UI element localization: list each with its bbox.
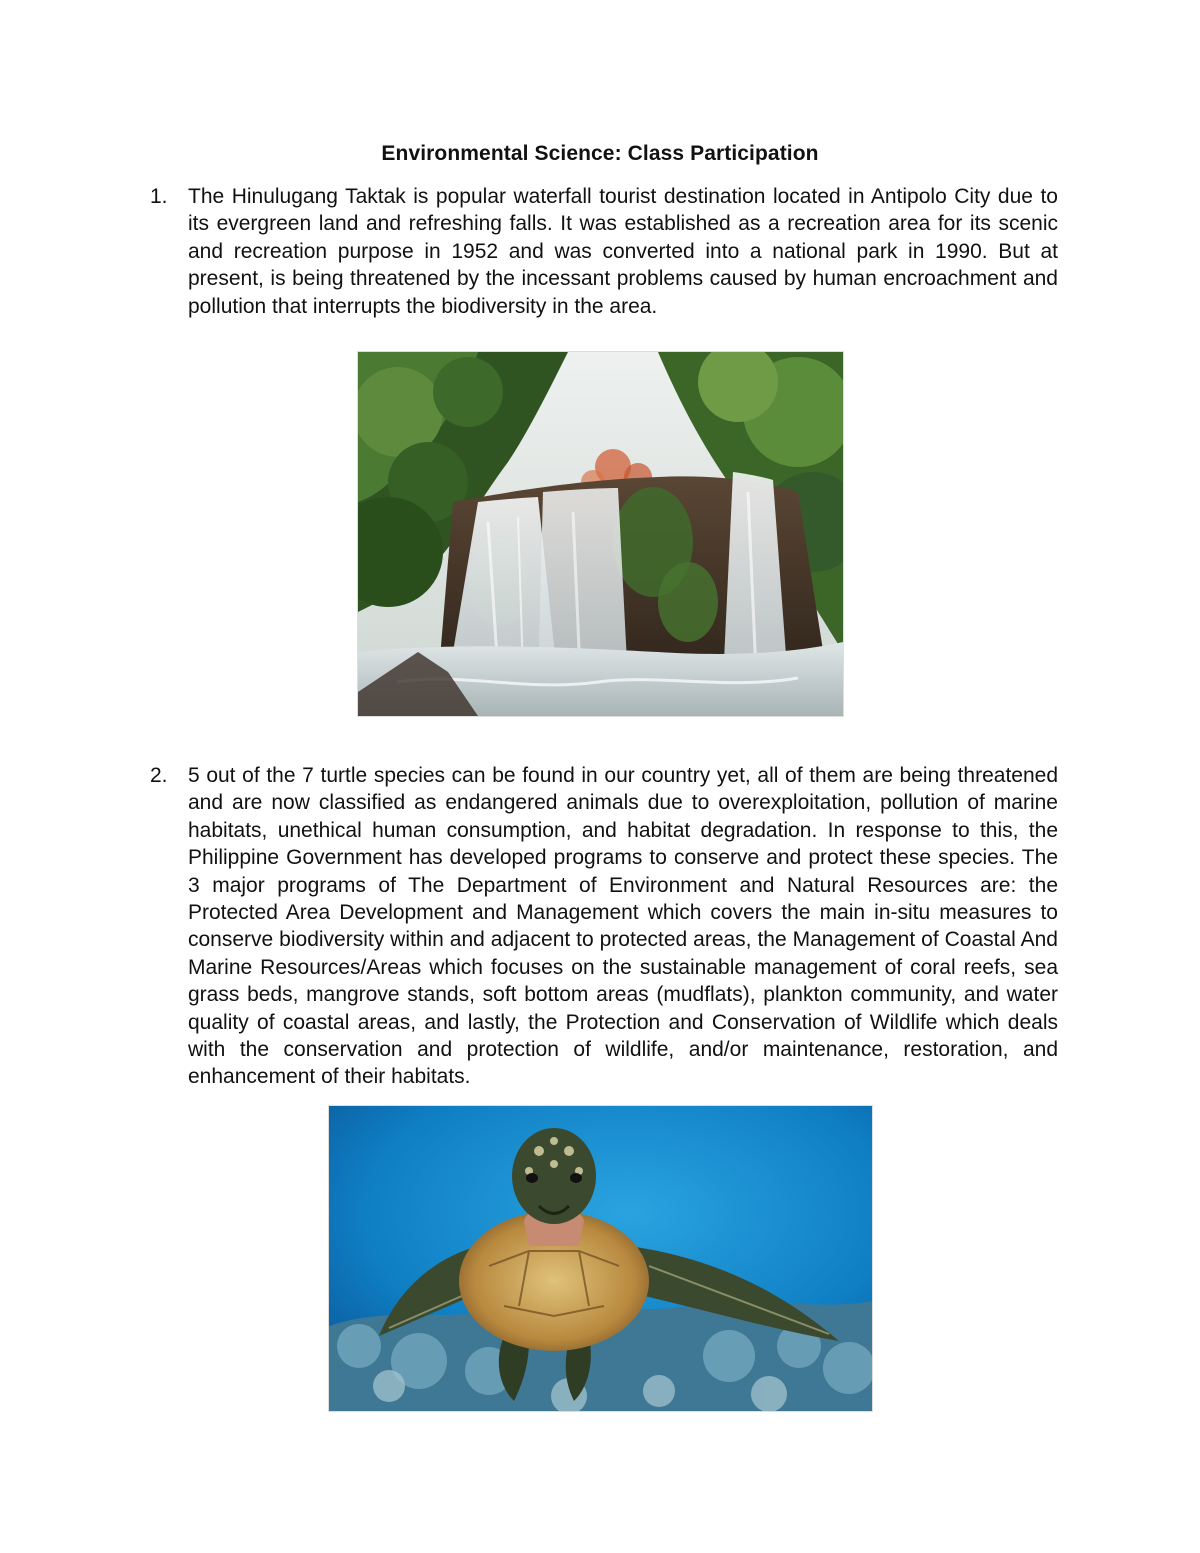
list-item-1 <box>150 183 1058 333</box>
document-title: Environmental Science: Class Participation <box>381 142 819 165</box>
list-item-number: 1. <box>150 185 168 208</box>
list-item-2 <box>150 762 1058 1102</box>
list-item-number: 2. <box>150 764 168 787</box>
waterfall-photo <box>357 351 844 717</box>
sea-turtle-photo <box>328 1105 873 1412</box>
list-item-text: 5 out of the 7 turtle species can be found in our country yet, all of them are being threatened and are now classified as endangered animals due to overexploitation, pollution of marine habitats, unethical human consumption, and habitat degradation. In response to this, the Philippine Government has developed programs to conserve and protect these species. The 3 major programs of The Department of Environment and Natural Resources are: the Protected Area Development and Management which covers the main in-situ measures to conserve biodiversity within and adjacent to protected areas, the Management of Coastal And Marine Resources/Areas which focuses on the sustainable management of coral reefs, sea grass beds, mangrove stands, soft bottom areas (mudflats), plankton community, and water quality of coastal areas, and lastly, the Protection and Conservation of Wildlife which deals with the conservation and protection of wildlife, and/or maintenance, restoration, and enhancement of their habitats. <box>188 764 1058 1089</box>
list-item-text: The Hinulugang Taktak is popular waterfall tourist destination located in Antipolo City due to its evergreen land and refreshing falls. It was established as a recreation area for its scenic and recreation purpose in 1952 and was converted into a national park in 1990. But at present, is being threatened by the incessant problems caused by human encroachment and pollution that interrupts the biodiversity in the area. <box>188 185 1058 318</box>
